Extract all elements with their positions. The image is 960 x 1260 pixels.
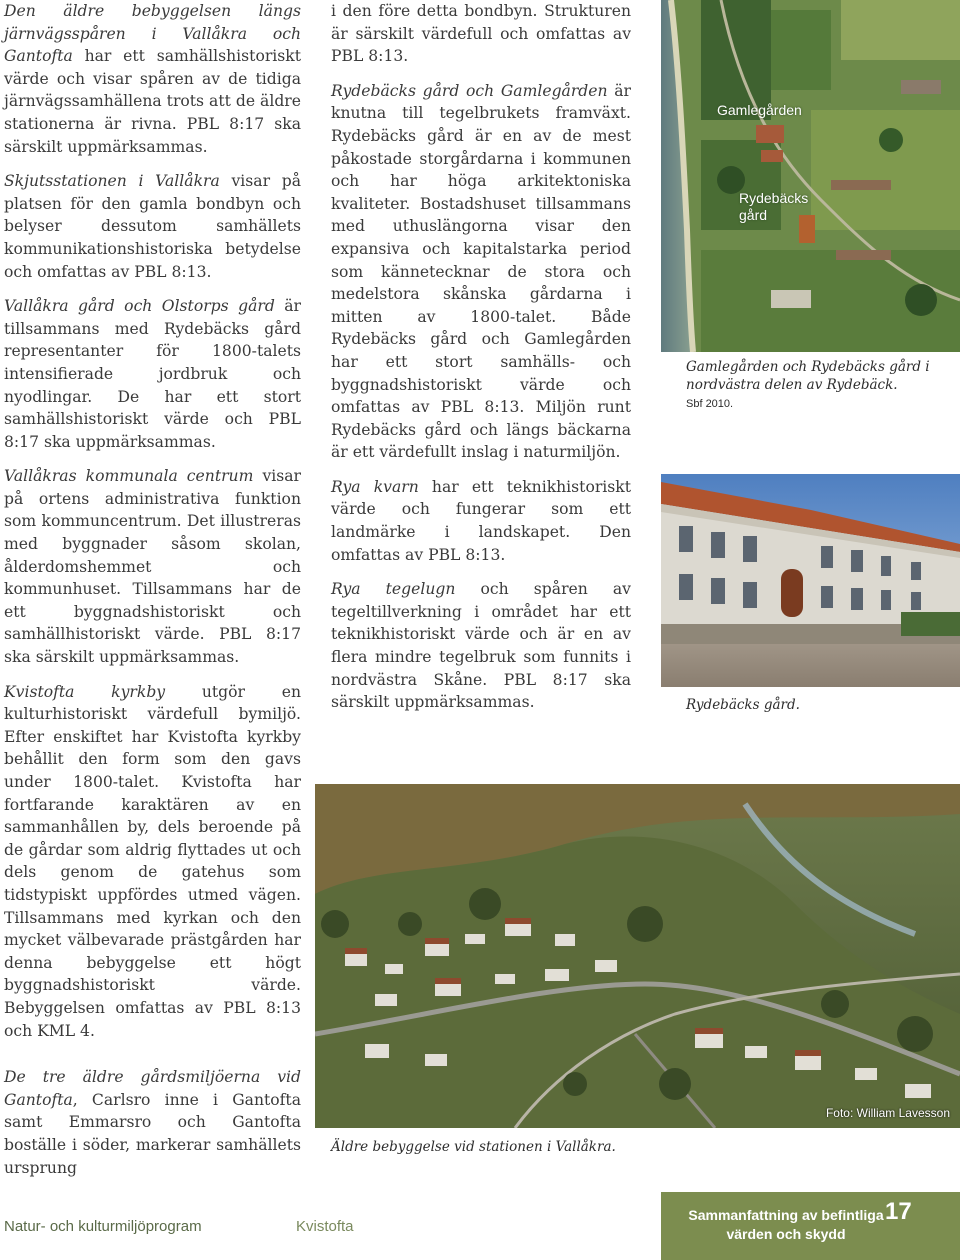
vallakra-aerial-photo bbox=[315, 784, 960, 1128]
page-number: 17 bbox=[885, 1198, 912, 1225]
paragraph-continuation: i den före detta bondbyn. Strukturen är särskilt värdefull och omfattas av PBL 8:13. bbox=[331, 2, 631, 66]
text-column-middle bbox=[331, 0, 631, 726]
map-label-rydebacks: Rydebäcks gård bbox=[739, 190, 809, 223]
footer-section-box bbox=[661, 1192, 960, 1260]
paragraph-kommunala-centrum: Vallåkras kommunala centrum visar på ortens administrativa funktion som kommuncentrum. Det illustreras med byggnader såsom skolan, ålderdomshemmet och kommunhuset. Tillsammans har de ett byggnadshistoriskt och samhällhistoriskt värde. PBL 8:17 ska särskilt uppmärksammas. bbox=[4, 467, 301, 667]
manor-illustration bbox=[661, 474, 960, 687]
map-label-gamlegarden: Gamlegården bbox=[717, 102, 802, 118]
vallakra-illustration bbox=[315, 784, 960, 1128]
footer-area-name: Kvistofta bbox=[296, 1218, 354, 1235]
page-footer bbox=[0, 1192, 960, 1260]
paragraph-kvistofta-kyrkby: Kvistofta kyrkby utgör en kulturhistoriskt värdefull bymiljö. Efter enskiftet har Kvistofta kyrkby behållit den form som den gavs under 1800-talet. Kvistofta har fortfarande karaktären av en sammanhållen by, dels beroende på de gårdar som aldrig flyttades ut och dels genom de gatehus som tidstypiskt uppfördes utmed vägen. Tillsammans med kyrkan och den mycket välbevarade prästgården har denna bebyggelse ett högt byggnadshistoriskt värde. Bebyggelsen omfattas av PBL 8:13 och KML 4. bbox=[4, 682, 301, 1040]
aerial-map-photo bbox=[661, 0, 960, 352]
paragraph-jarnvag: Den äldre bebyggelsen längs järnvägsspåren i Vallåkra och Gantofta har ett samhällshistoriskt värde och visar spåren av de tidiga järnvägssamhällena trots att de äldre stationerna är rivna. PBL 8:17 ska särskilt uppmärksammas. bbox=[4, 2, 301, 156]
paragraph-skjutsstation: Skjutsstationen i Vallåkra visar på platsen för den gamla bondbyn och belyser dessutom samhällets kommunikationshistoriska betydelse och omfattas av PBL 8:13. bbox=[4, 172, 301, 281]
manor-photo bbox=[661, 474, 960, 687]
aerial-caption: Äldre bebyggelse vid stationen i Vallåkra. bbox=[331, 1139, 616, 1155]
manor-caption: Rydebäcks gård. bbox=[686, 697, 800, 713]
map-illustration bbox=[661, 0, 960, 352]
paragraph-rya-tegelugn: Rya tegelugn och spåren av tegeltillverkning i området har ett teknikhistoriskt värde och är en av flera mindre tegelbruk som funnits i nordvästra Skåne. PBL 8:17 ska särskilt uppmärksammas. bbox=[331, 580, 631, 712]
paragraph-rydebacks-gard: Rydebäcks gård och Gamlegården är knutna till tegelbrukets framväxt. Rydebäcks gård är en av de mest påkostade storgårdarna i kommunen och har höga arkitektoniska kvaliteter. Bostadshuset tillsammans med uthuslängorna visar den expansiva och kapitalstarka period som kännetecknar de stora och medelstora skånska gårdarna i mitten av 1800-talet. Både Rydebäcks gård och Gamlegården har ett stort samhälls- och byggnadshistoriskt värde och omfattas av PBL 8:13. Miljön runt Rydebäcks gård och längs bäckarna är ett värdefullt inslag i naturmiljön. bbox=[331, 81, 631, 462]
footer-section-title: Sammanfattning av befintliga värden och skydd bbox=[688, 1207, 884, 1242]
paragraph-rya-kvarn: Rya kvarn har ett teknikhistoriskt värde och fungerar som ett landmärke i landskapet. Den omfattas av PBL 8:13. bbox=[331, 477, 631, 564]
paragraph-vallakra-gard: Vallåkra gård och Olstorps gård är tillsammans med Rydebäcks gård representanter för 1800-talets intensifierade jordbruk och nyodlingar. De har ett stort samhällshistoriskt värde och PBL 8:17 ska uppmärksammas. bbox=[4, 297, 301, 451]
map-caption: Gamlegården och Rydebäcks gård i nordvästra delen av Rydebäck. Sbf 2010. bbox=[686, 359, 930, 410]
text-column-left bbox=[4, 0, 301, 1191]
photo-credit: Foto: William Lavesson bbox=[825, 1106, 950, 1120]
paragraph-gantofta: De tre äldre gårdsmiljöerna vid Gantofta, Carlsro inne i Gantofta samt Emmarsro och Gantofta boställe i söder, markerar samhällets ursprung bbox=[4, 1068, 301, 1177]
footer-program-title: Natur- och kulturmiljöprogram bbox=[4, 1218, 202, 1235]
